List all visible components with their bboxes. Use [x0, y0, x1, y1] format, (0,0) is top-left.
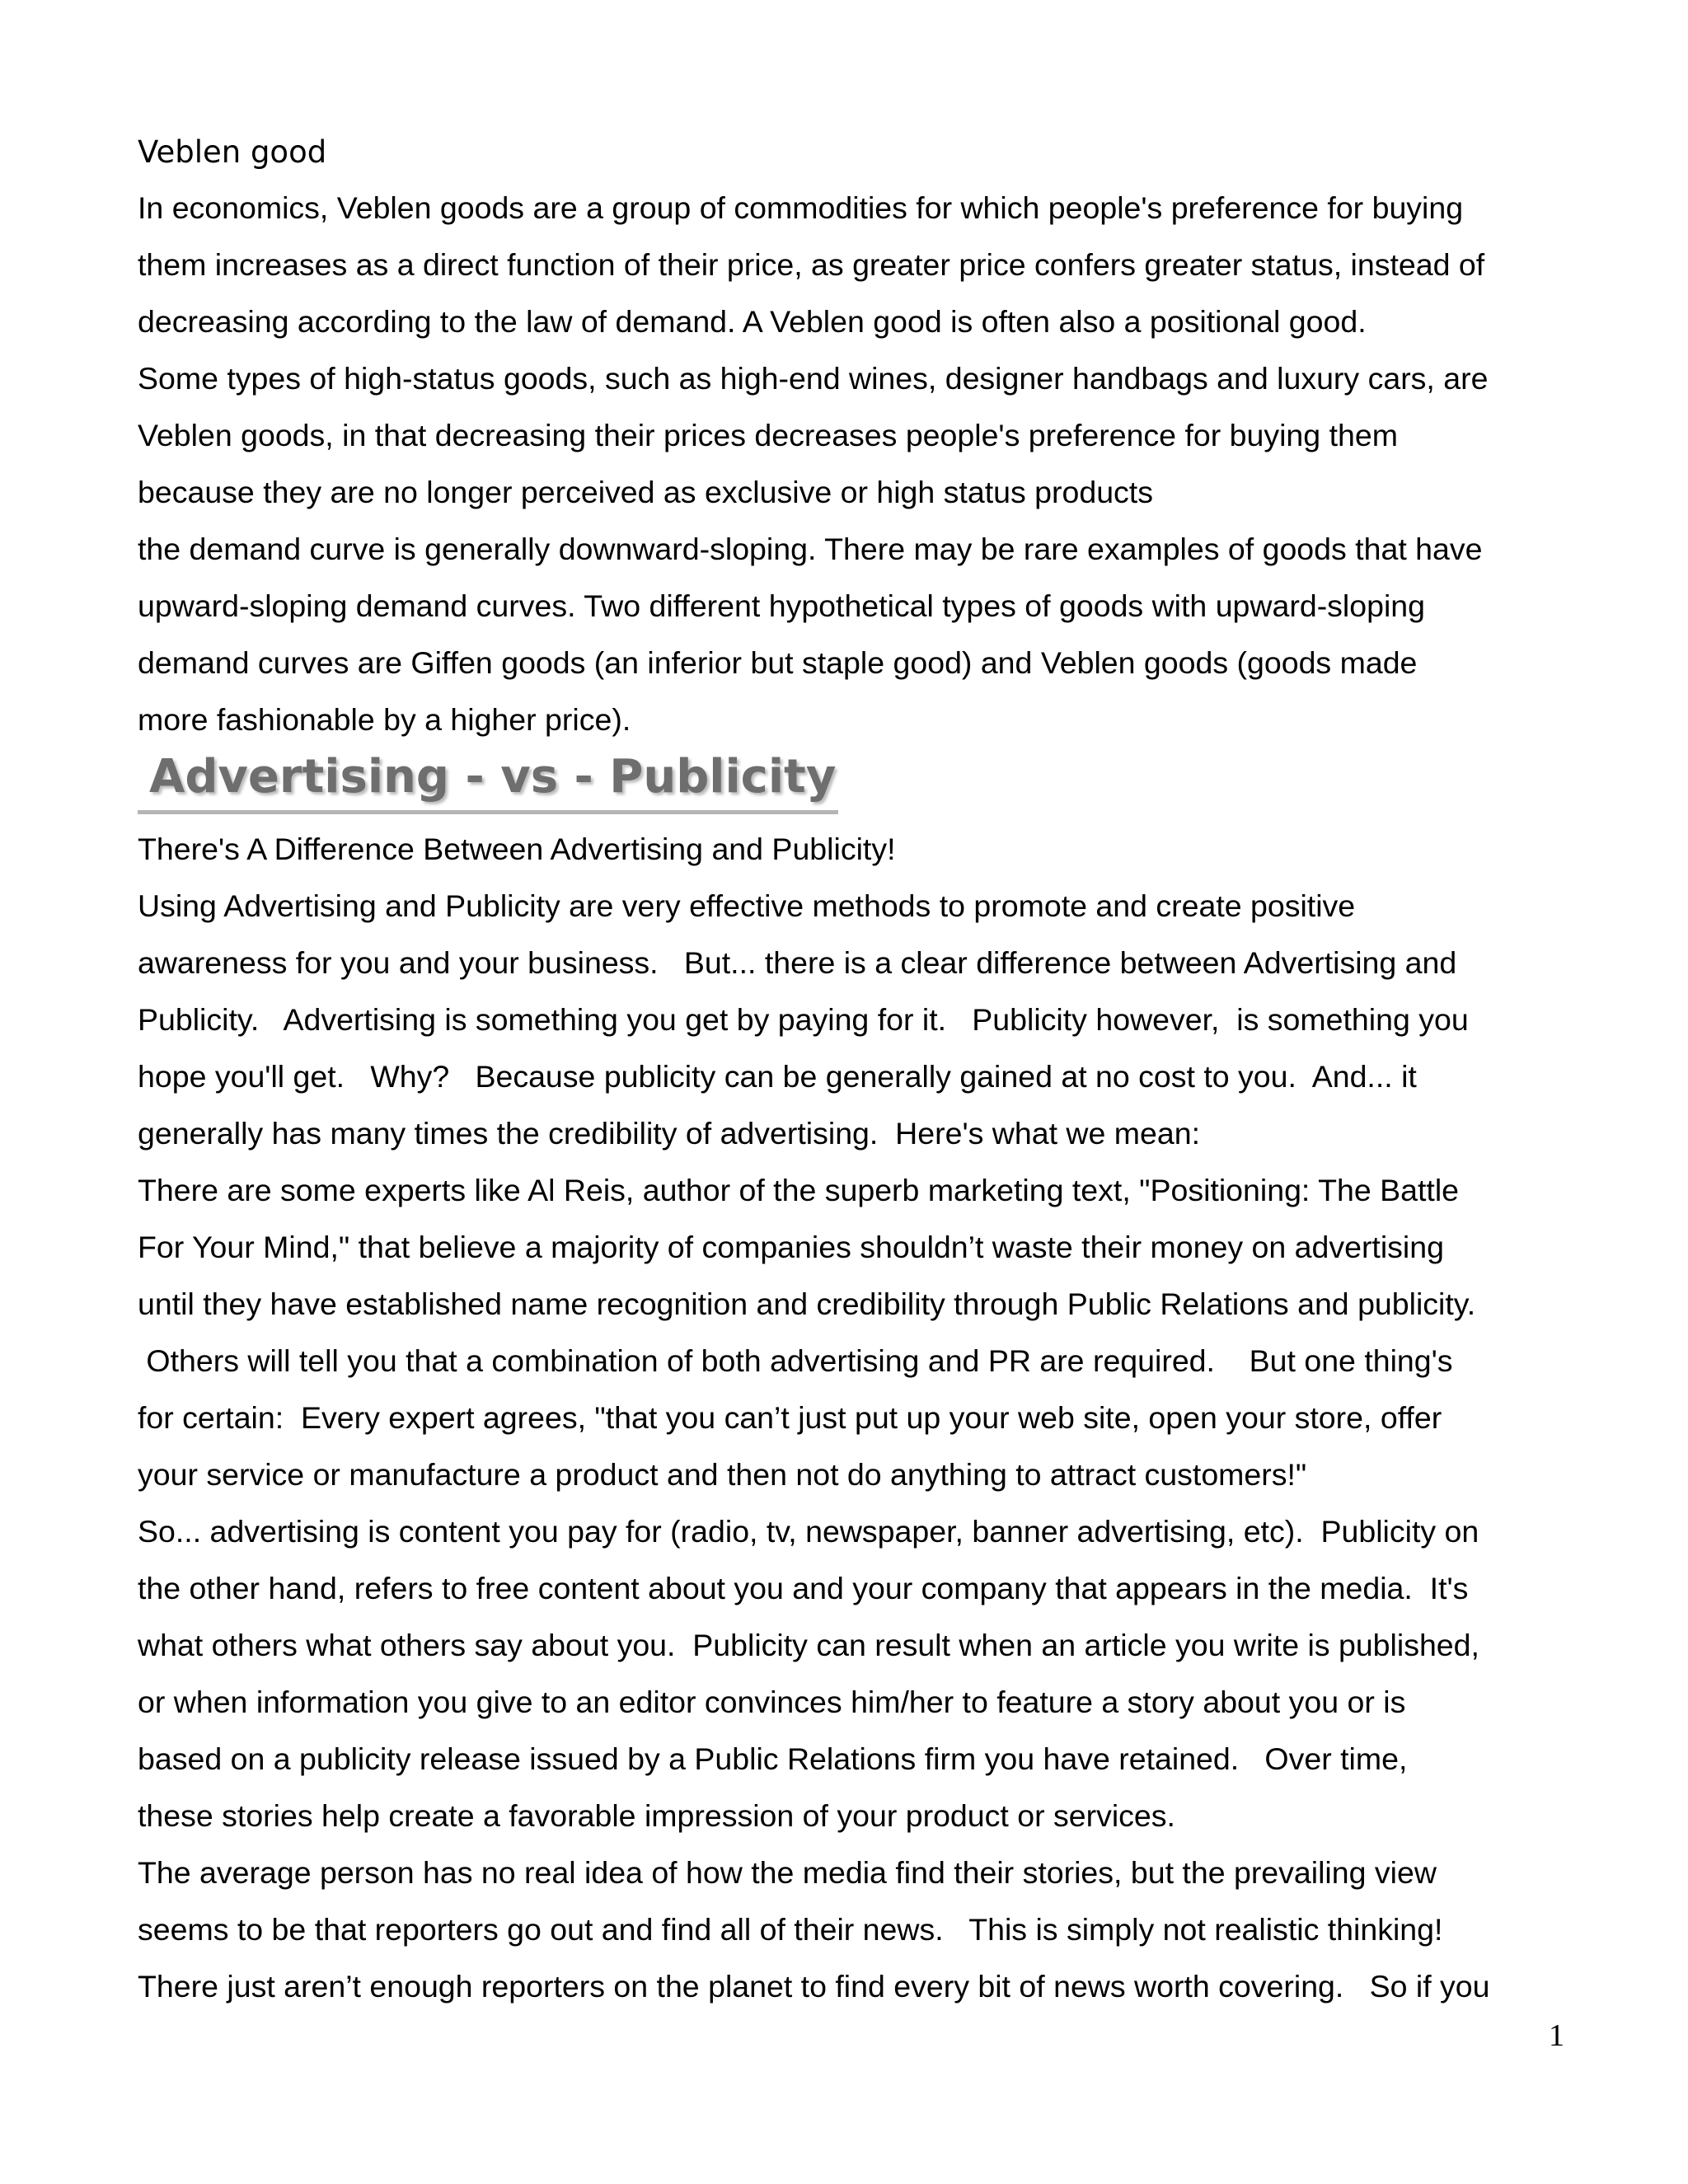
- text-line: hope you'll get. Why? Because publicity can be generally gained at no cost to you. And... it: [138, 1059, 1417, 1094]
- text-line: the other hand, refers to free content about you and your company that appears in the media. It's: [138, 1571, 1469, 1605]
- text-line: for certain: Every expert agrees, "that you can’t just put up your web site, open your store, offer: [138, 1400, 1442, 1435]
- text-line: or when information you give to an editor convinces him/her to feature a story about you or is: [138, 1685, 1406, 1719]
- text-line: Others will tell you that a combination of both advertising and PR are required. But one thing's: [138, 1343, 1453, 1378]
- section1-text: [138, 180, 1572, 748]
- text-line: The average person has no real idea of how the media find their stories, but the prevailing view: [138, 1855, 1437, 1890]
- text-line: awareness for you and your business. But... there is a clear difference between Advertising and: [138, 945, 1457, 980]
- text-line: until they have established name recognition and credibility through Public Relations and publicity.: [138, 1286, 1476, 1321]
- text-line: Veblen goods, in that decreasing their prices decreases people's preference for buying them: [138, 418, 1398, 452]
- text-line: based on a publicity release issued by a Public Relations firm you have retained. Over time,: [138, 1741, 1408, 1776]
- section2-text: [138, 821, 1572, 2015]
- text-line: demand curves are Giffen goods (an inferior but staple good) and Veblen goods (goods made: [138, 645, 1418, 680]
- text-line: There's A Difference Between Advertising and Publicity!: [138, 832, 896, 866]
- text-line: In economics, Veblen goods are a group of commodities for which people's preference for buying: [138, 190, 1464, 225]
- banner-title: Advertising - vs - Publicity: [149, 750, 837, 804]
- text-line: the demand curve is generally downward-sloping. There may be rare examples of goods that have: [138, 532, 1483, 566]
- text-line: Using Advertising and Publicity are very effective methods to promote and create positive: [138, 888, 1356, 923]
- text-line: So... advertising is content you pay for (radio, tv, newspaper, banner advertising, etc). Publicity on: [138, 1514, 1479, 1549]
- text-line: these stories help create a favorable impression of your product or services.: [138, 1798, 1175, 1833]
- text-line: Some types of high-status goods, such as high-end wines, designer handbags and luxury cars, are: [138, 361, 1489, 396]
- text-line: what others what others say about you. Publicity can result when an article you write is published,: [138, 1628, 1479, 1662]
- text-line: decreasing according to the law of demand. A Veblen good is often also a positional good.: [138, 304, 1367, 339]
- text-line: generally has many times the credibility of advertising. Here's what we mean:: [138, 1116, 1200, 1151]
- banner-underline: [138, 810, 838, 814]
- text-line: them increases as a direct function of their price, as greater price confers greater status, instead of: [138, 247, 1485, 282]
- text-line: For Your Mind," that believe a majority of companies shouldn’t waste their money on advertising: [138, 1230, 1444, 1264]
- text-line: There just aren’t enough reporters on the planet to find every bit of news worth covering. So if you: [138, 1969, 1490, 2004]
- advertising-publicity-banner: [138, 748, 1572, 821]
- text-line: your service or manufacture a product and then not do anything to attract customers!": [138, 1457, 1307, 1492]
- text-line: Publicity. Advertising is something you get by paying for it. Publicity however, is something you: [138, 1002, 1469, 1037]
- document-body: [138, 132, 1572, 2015]
- text-line: There are some experts like Al Reis, author of the superb marketing text, "Positioning: The Battle: [138, 1173, 1460, 1207]
- text-line: upward-sloping demand curves. Two different hypothetical types of goods with upward-sloping: [138, 588, 1426, 623]
- page-number: 1: [1549, 2018, 1564, 2053]
- text-line: more fashionable by a higher price).: [138, 702, 631, 737]
- text-line: seems to be that reporters go out and find all of their news. This is simply not realistic thinking!: [138, 1912, 1443, 1947]
- section-heading: Veblen good: [138, 134, 327, 170]
- text-line: because they are no longer perceived as exclusive or high status products: [138, 475, 1153, 509]
